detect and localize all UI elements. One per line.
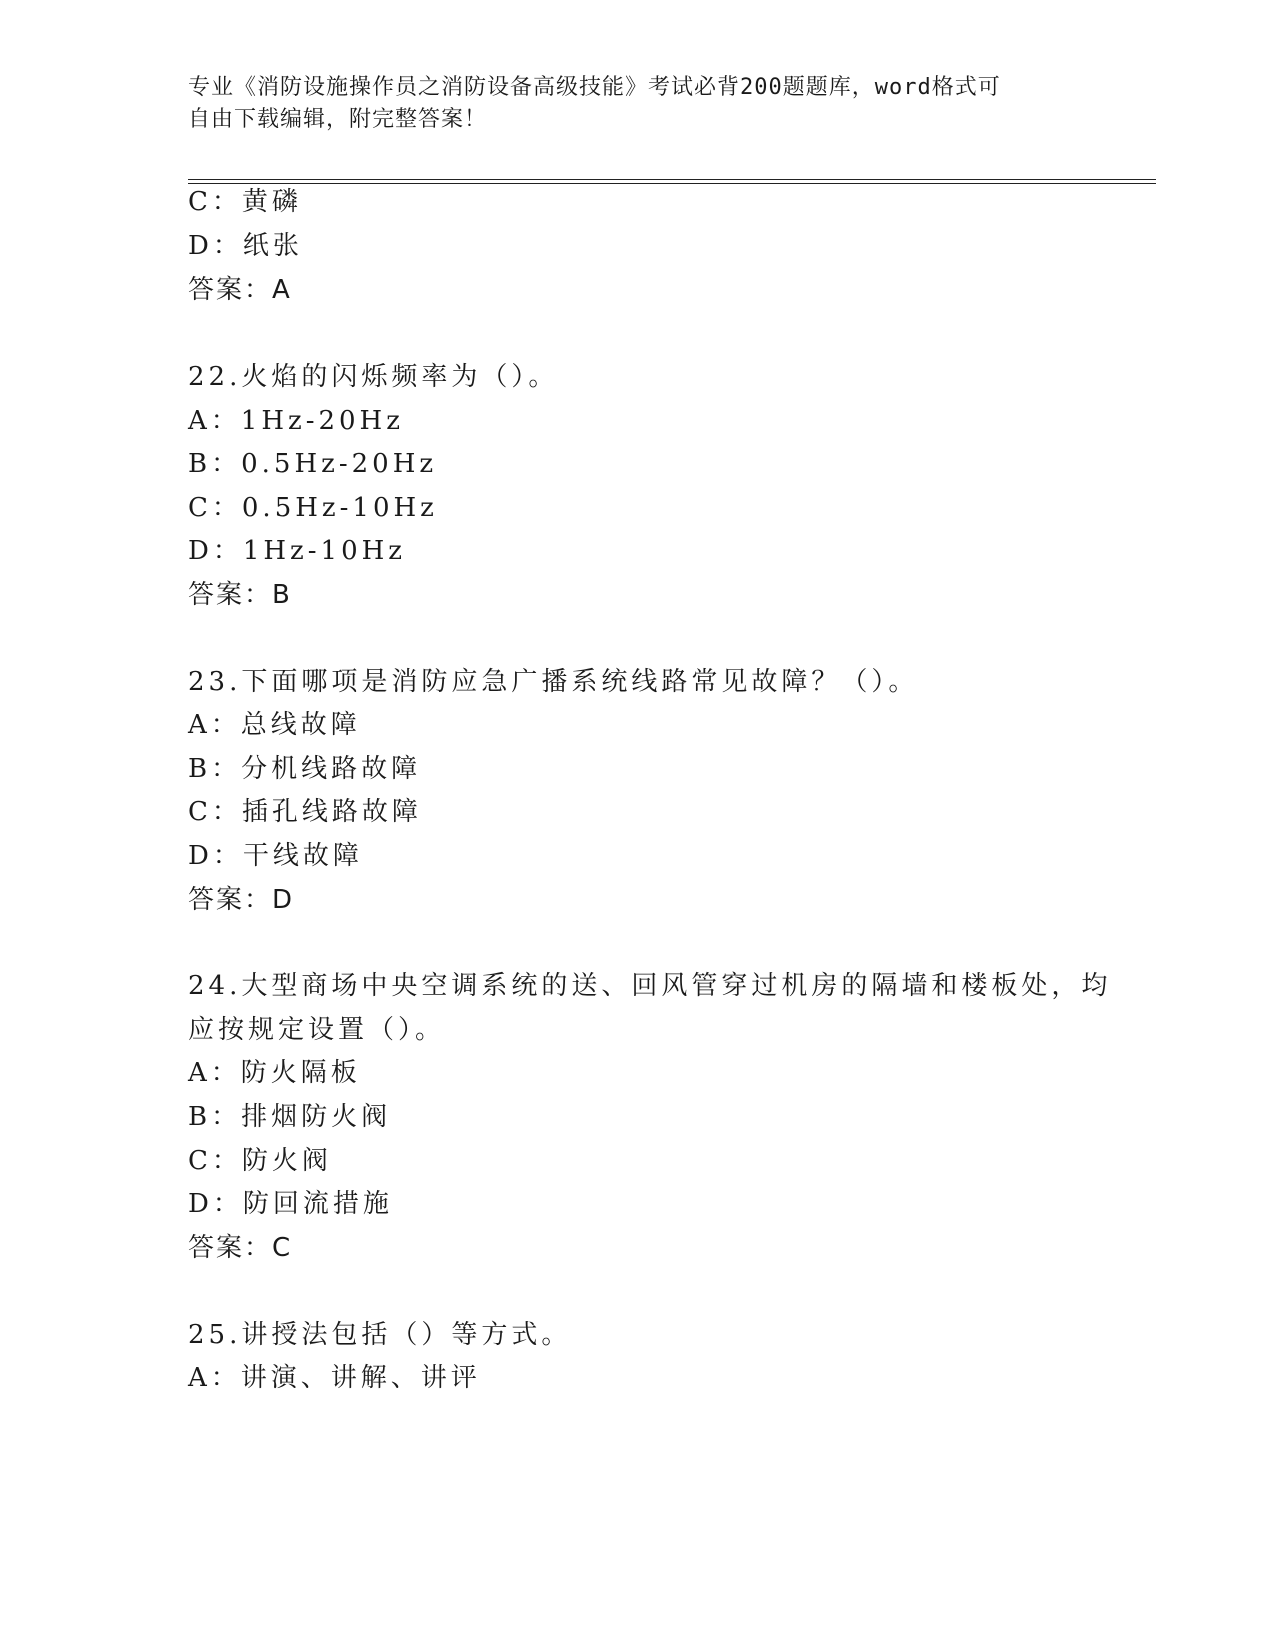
q23-option-a: A：总线故障: [188, 710, 361, 740]
q24-answer: 答案：C: [188, 1233, 293, 1263]
q23-option-d: D：干线故障: [188, 841, 363, 871]
q24-question-line-2: 应按规定设置（）。: [188, 1015, 446, 1045]
header-divider-top: [188, 179, 1156, 180]
header-divider-bottom: [188, 183, 1156, 184]
document-header: [188, 72, 1068, 136]
q22-option-a: A：1Hz-20Hz: [188, 406, 404, 436]
q24-option-a: A：防火隔板: [188, 1058, 361, 1088]
q24-option-c: C：防火阀: [188, 1146, 332, 1176]
q21-option-c: C：黄磷: [188, 187, 302, 217]
q23-option-b: B：分机线路故障: [188, 754, 422, 784]
q22-option-d: D：1Hz-10Hz: [188, 536, 407, 566]
q23-option-c: C：插孔线路故障: [188, 797, 422, 827]
q24-option-b: B：排烟防火阀: [188, 1102, 392, 1132]
header-line-1: 专业《消防设施操作员之消防设备高级技能》考试必背200题题库，word格式可: [188, 75, 1001, 100]
q25-option-a: A：讲演、讲解、讲评: [188, 1363, 481, 1393]
q25-question: 25.讲授法包括（）等方式。: [188, 1320, 572, 1350]
header-line-2: 自由下载编辑，附完整答案！: [188, 107, 488, 132]
q22-option-c: C：0.5Hz-10Hz: [188, 493, 438, 523]
q22-answer: 答案：B: [188, 580, 292, 610]
q24-option-d: D：防回流措施: [188, 1189, 393, 1219]
q21-answer: 答案：A: [188, 275, 292, 305]
q22-question: 22.火焰的闪烁频率为（）。: [188, 362, 559, 392]
q21-option-d: D：纸张: [188, 231, 303, 261]
q23-answer: 答案：D: [188, 885, 295, 915]
q23-question: 23.下面哪项是消防应急广播系统线路常见故障？（）。: [188, 667, 919, 697]
q22-option-b: B：0.5Hz-20Hz: [188, 449, 438, 479]
q24-question-line-1: 24.大型商场中央空调系统的送、回风管穿过机房的隔墙和楼板处，均: [188, 971, 1112, 1001]
